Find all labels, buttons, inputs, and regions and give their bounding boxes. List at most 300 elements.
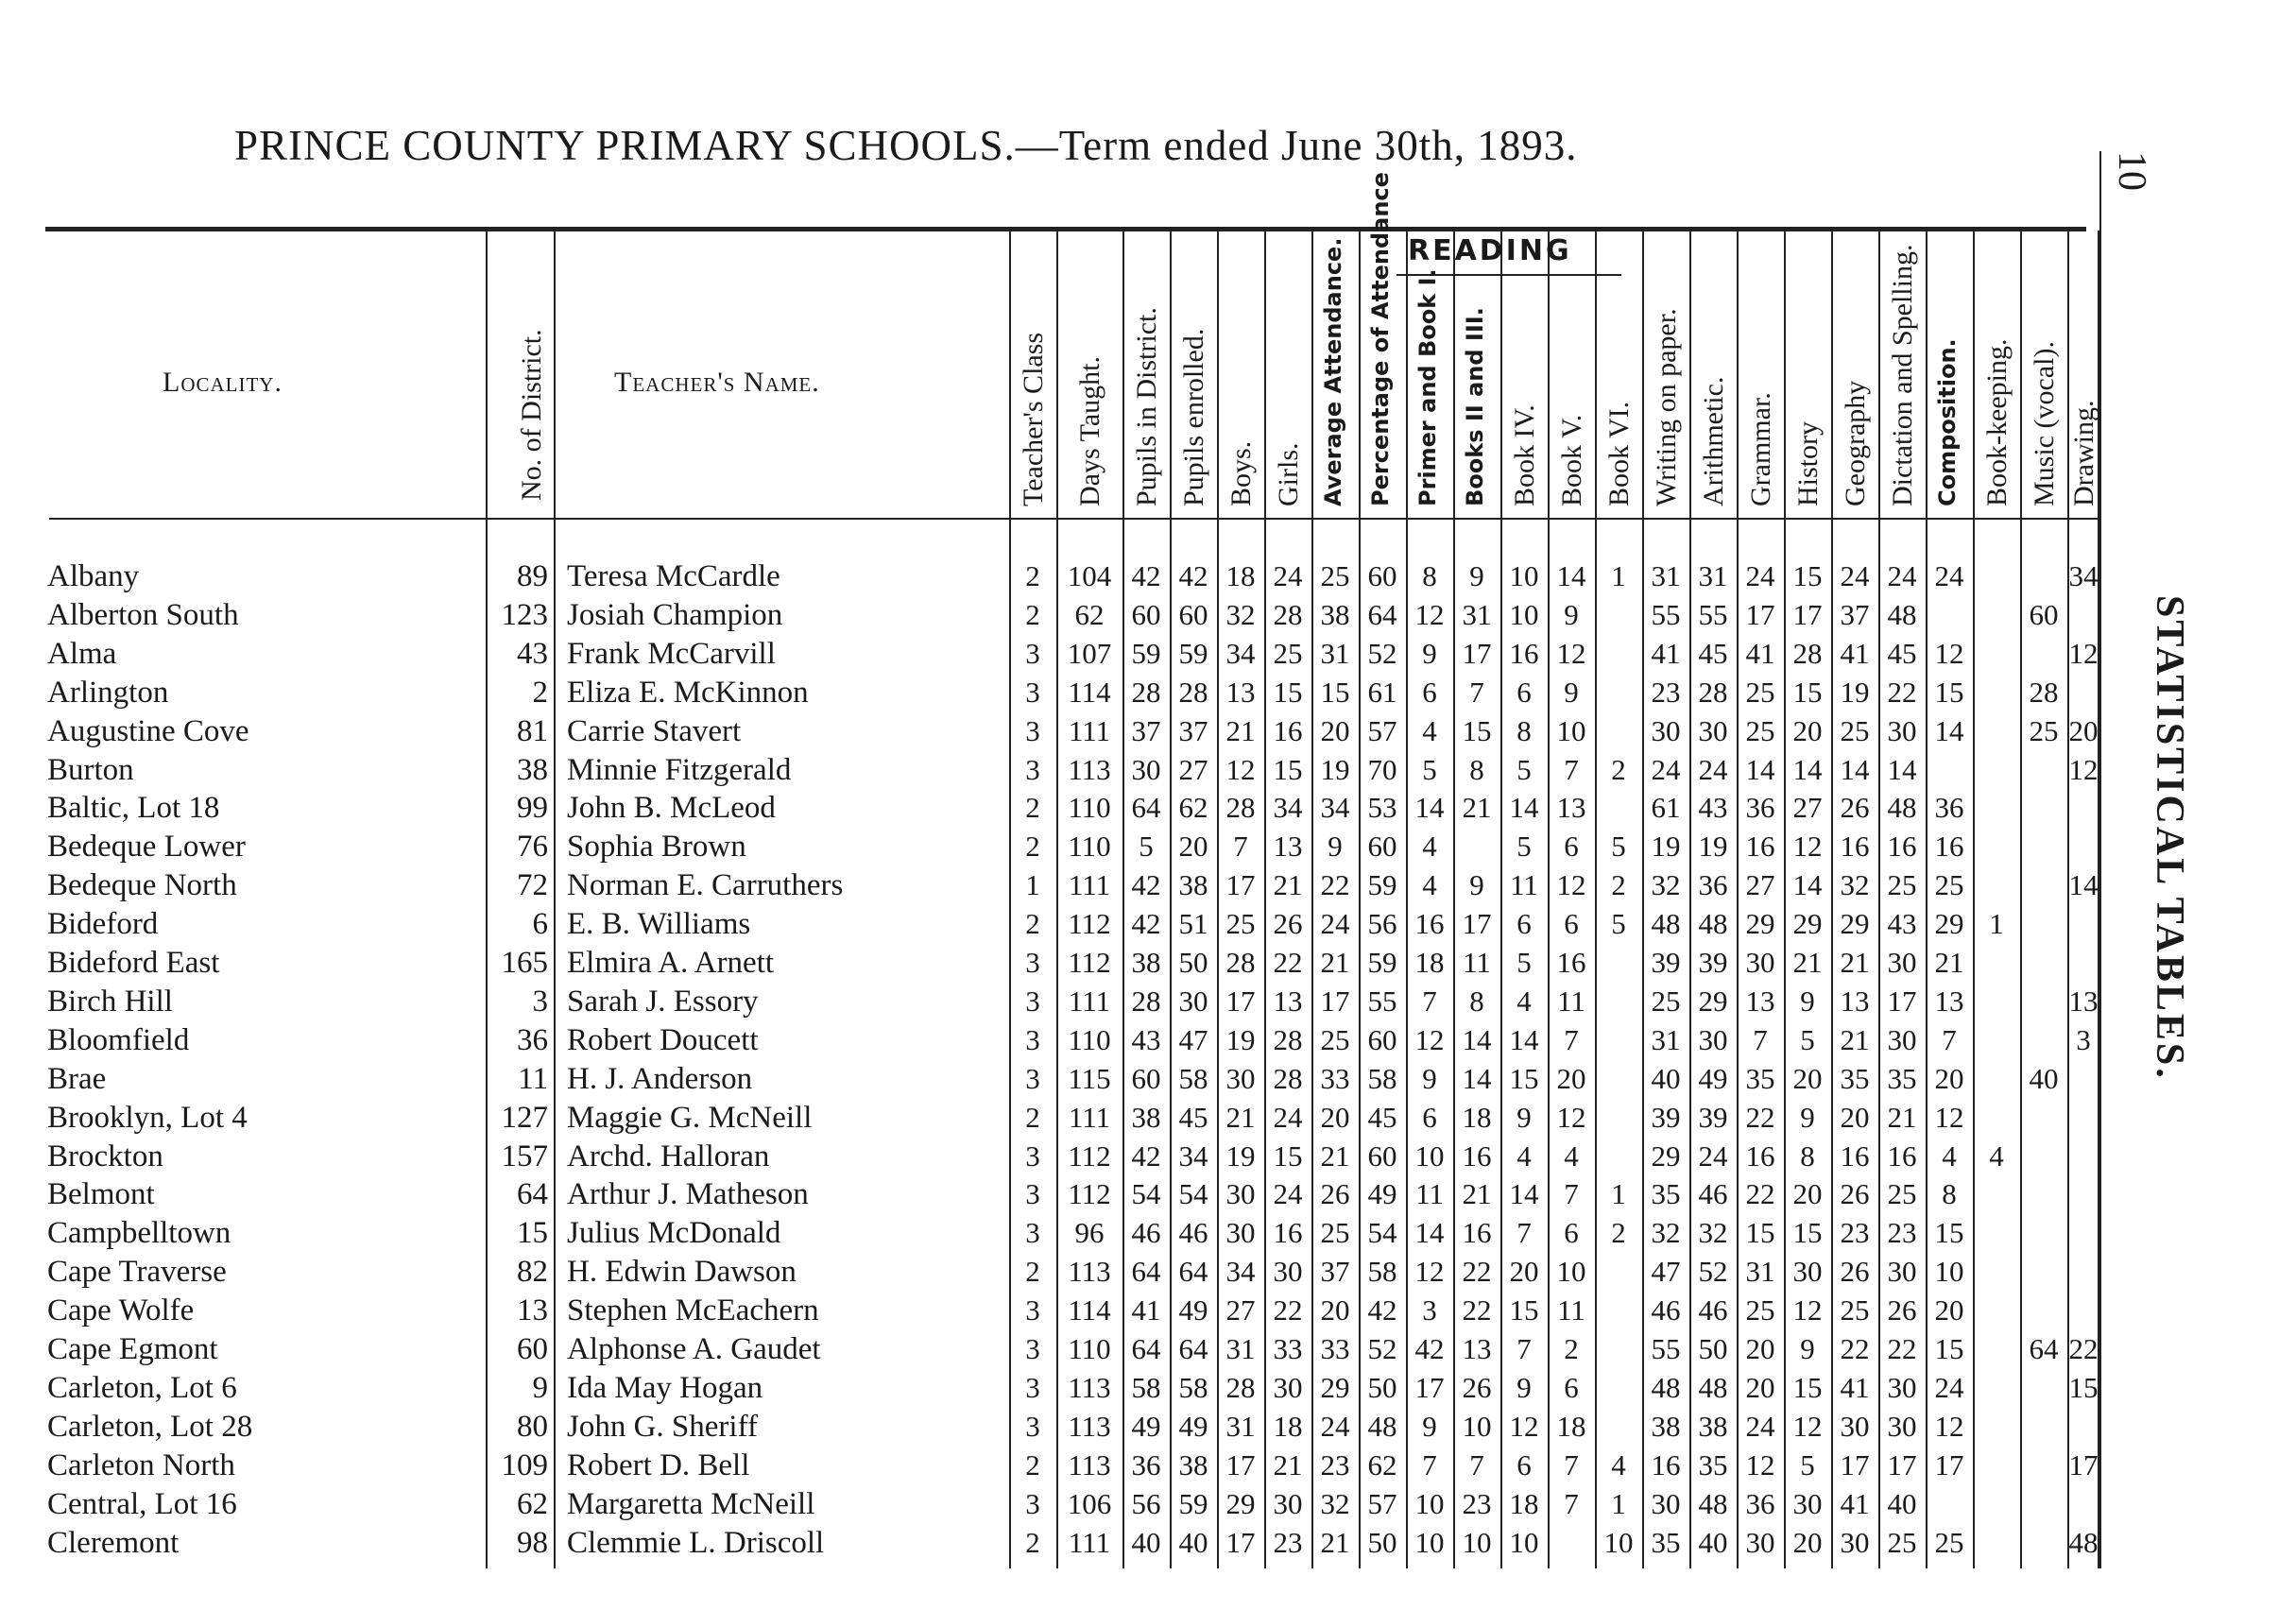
locality-cell: Birch Hill	[47, 984, 173, 1019]
value-cell: 16	[1840, 1139, 1870, 1173]
column-header: Book V.	[1556, 414, 1587, 506]
value-cell: 15	[1745, 1216, 1775, 1250]
value-cell: 30	[1840, 1409, 1870, 1443]
value-cell: 30	[1131, 752, 1161, 786]
value-cell: 30	[1792, 1486, 1823, 1520]
district-cell: 80	[517, 1409, 548, 1444]
value-cell: 39	[1698, 946, 1728, 979]
district-cell: 11	[518, 1061, 548, 1096]
value-cell: 56	[1131, 1486, 1161, 1520]
value-cell: 28	[1225, 791, 1256, 825]
value-cell: 96	[1074, 1216, 1105, 1250]
value-cell: 3	[2076, 1022, 2091, 1056]
value-cell: 30	[1745, 1525, 1775, 1559]
value-cell: 7	[1233, 830, 1248, 864]
column-header: Average Attendance.	[1320, 237, 1346, 506]
value-cell: 25	[1320, 1216, 1350, 1250]
value-cell: 5	[1139, 830, 1154, 864]
value-cell: 50	[1367, 1525, 1397, 1559]
value-cell: 30	[1887, 946, 1917, 979]
locality-cell: Carleton, Lot 28	[47, 1409, 253, 1444]
value-cell: 23	[1887, 1216, 1917, 1250]
value-cell: 19	[1698, 830, 1728, 864]
value-cell: 16	[1840, 830, 1870, 864]
value-cell: 19	[1651, 830, 1681, 864]
value-cell: 31	[1225, 1332, 1256, 1365]
value-cell: 15	[1792, 1216, 1823, 1250]
value-cell: 41	[1840, 1486, 1870, 1520]
value-cell: 32	[1698, 1216, 1728, 1250]
value-cell: 17	[1745, 597, 1775, 631]
value-cell: 11	[1510, 868, 1538, 902]
value-cell: 57	[1367, 1486, 1397, 1520]
value-cell: 3	[1025, 1370, 1040, 1404]
value-cell: 15	[1792, 675, 1823, 709]
value-cell: 24	[1934, 559, 1964, 592]
value-cell: 10	[1462, 1409, 1492, 1443]
value-cell: 6	[1516, 675, 1532, 709]
value-cell: 25	[2029, 713, 2059, 747]
teacher-cell: Maggie G. McNeill	[567, 1100, 813, 1135]
value-cell: 17	[1225, 1525, 1256, 1559]
value-cell: 7	[1516, 1332, 1532, 1365]
value-cell: 13	[1273, 984, 1303, 1018]
value-cell: 35	[1698, 1447, 1728, 1482]
value-cell: 42	[1131, 907, 1161, 941]
value-cell: 112	[1068, 946, 1111, 979]
value-cell: 25	[1745, 713, 1775, 747]
column-header: Composition.	[1934, 338, 1961, 506]
value-cell: 28	[1792, 636, 1823, 670]
value-cell: 16	[1273, 1216, 1303, 1250]
value-cell: 19	[1225, 1139, 1256, 1173]
value-cell: 5	[1611, 830, 1626, 864]
value-cell: 25	[1887, 1177, 1917, 1211]
value-cell: 16	[1273, 713, 1303, 747]
locality-cell: Cape Egmont	[47, 1332, 218, 1366]
value-cell: 51	[1178, 907, 1208, 941]
value-cell: 30	[1887, 1370, 1917, 1404]
value-cell: 46	[1698, 1177, 1728, 1211]
value-cell: 23	[1462, 1486, 1492, 1520]
value-cell: 36	[1745, 791, 1775, 825]
value-cell: 24	[1698, 752, 1728, 786]
teacher-cell: Sarah J. Essory	[567, 984, 759, 1019]
value-cell: 16	[1934, 830, 1964, 864]
value-cell: 5	[1422, 752, 1437, 786]
value-cell: 110	[1068, 791, 1111, 825]
value-cell: 3	[1025, 1022, 1040, 1056]
locality-cell: Brockton	[47, 1139, 163, 1173]
value-cell: 45	[1887, 636, 1917, 670]
value-cell: 20	[1792, 1177, 1823, 1211]
value-cell: 48	[1698, 1486, 1728, 1520]
value-cell: 113	[1068, 752, 1111, 786]
value-cell: 25	[1887, 1525, 1917, 1559]
locality-cell: Bideford	[47, 907, 159, 942]
value-cell: 33	[1273, 1332, 1303, 1365]
table-row	[0, 1448, 2173, 1486]
value-cell: 30	[1887, 713, 1917, 747]
value-cell: 2	[1611, 868, 1626, 902]
value-cell: 28	[1273, 1061, 1303, 1095]
value-cell: 48	[2068, 1525, 2099, 1559]
value-cell: 2	[1025, 907, 1040, 941]
value-cell: 14	[1509, 1022, 1539, 1056]
value-cell: 49	[1698, 1061, 1728, 1095]
value-cell: 34	[1225, 1255, 1256, 1289]
district-cell: 82	[517, 1255, 548, 1290]
value-cell: 17	[2068, 1447, 2099, 1482]
teacher-cell: Clemmie L. Driscoll	[567, 1525, 825, 1560]
value-cell: 52	[1698, 1255, 1728, 1289]
value-cell: 15	[1934, 1216, 1964, 1250]
value-cell: 60	[1367, 1139, 1397, 1173]
value-cell: 24	[1698, 1139, 1728, 1173]
value-cell: 54	[1178, 1177, 1208, 1211]
teacher-cell: Archd. Halloran	[567, 1139, 770, 1173]
value-cell: 40	[1131, 1525, 1161, 1559]
value-cell: 49	[1131, 1409, 1161, 1443]
value-cell: 48	[1698, 1370, 1728, 1404]
district-cell: 72	[517, 868, 548, 903]
value-cell: 31	[1745, 1255, 1775, 1289]
value-cell: 35	[1651, 1525, 1681, 1559]
value-cell: 17	[1887, 984, 1917, 1018]
district-cell: 123	[501, 597, 548, 632]
value-cell: 29	[1745, 907, 1775, 941]
value-cell: 22	[1840, 1332, 1870, 1365]
value-cell: 4	[1942, 1139, 1957, 1173]
value-cell: 20	[1745, 1370, 1775, 1404]
value-cell: 28	[1131, 675, 1161, 709]
locality-cell: Central, Lot 16	[47, 1486, 237, 1521]
value-cell: 2	[1025, 597, 1040, 631]
value-cell: 56	[1367, 907, 1397, 941]
locality-cell: Cape Traverse	[47, 1255, 227, 1290]
value-cell: 48	[1698, 907, 1728, 941]
table-row	[0, 791, 2173, 829]
value-cell: 10	[1414, 1486, 1445, 1520]
value-cell: 27	[1178, 752, 1208, 786]
value-cell: 45	[1367, 1100, 1397, 1134]
value-cell: 25	[1745, 675, 1775, 709]
value-cell: 42	[1178, 559, 1208, 592]
value-cell: 54	[1367, 1216, 1397, 1250]
value-cell: 42	[1131, 1139, 1161, 1173]
district-no-header: No. of District.	[516, 329, 547, 501]
value-cell: 29	[1225, 1486, 1256, 1520]
value-cell: 49	[1367, 1177, 1397, 1211]
value-cell: 22	[1887, 1332, 1917, 1365]
value-cell: 41	[1840, 1370, 1870, 1404]
value-cell: 34	[2068, 559, 2099, 592]
teacher-cell: Sophia Brown	[567, 830, 746, 865]
value-cell: 24	[1273, 1177, 1303, 1211]
value-cell: 39	[1698, 1100, 1728, 1134]
value-cell: 22	[1320, 868, 1350, 902]
value-cell: 9	[1564, 597, 1579, 631]
table-row	[0, 830, 2173, 867]
teacher-cell: H. J. Anderson	[567, 1061, 753, 1096]
value-cell: 12	[1414, 597, 1445, 631]
value-cell: 17	[1792, 597, 1823, 631]
value-cell: 35	[1745, 1061, 1775, 1095]
value-cell: 11	[1415, 1177, 1444, 1211]
teacher-cell: Minnie Fitzgerald	[567, 752, 792, 787]
value-cell: 2	[1025, 1525, 1040, 1559]
value-cell: 27	[1225, 1293, 1256, 1327]
value-cell: 110	[1068, 1022, 1111, 1056]
value-cell: 23	[1840, 1216, 1870, 1250]
value-cell: 46	[1131, 1216, 1161, 1250]
district-cell: 76	[517, 830, 548, 865]
column-header: Music (vocal).	[2029, 341, 2060, 506]
header-bottom-rule	[49, 518, 2099, 520]
value-cell: 13	[1556, 791, 1586, 825]
value-cell: 25	[1273, 636, 1303, 670]
value-cell: 39	[1651, 946, 1681, 979]
value-cell: 2	[1611, 1216, 1626, 1250]
column-header: Book-keeping.	[1981, 338, 2013, 506]
value-cell: 9	[1516, 1100, 1532, 1134]
teacher-cell: Robert D. Bell	[567, 1447, 750, 1482]
value-cell: 3	[1025, 636, 1040, 670]
value-cell: 5	[1800, 1022, 1815, 1056]
value-cell: 24	[1651, 752, 1681, 786]
value-cell: 40	[2029, 1061, 2059, 1095]
value-cell: 10	[1414, 1525, 1445, 1559]
value-cell: 10	[1414, 1139, 1445, 1173]
value-cell: 31	[1462, 597, 1492, 631]
district-cell: 9	[532, 1370, 548, 1405]
value-cell: 24	[1320, 1409, 1350, 1443]
value-cell: 12	[1745, 1447, 1775, 1482]
value-cell: 16	[1462, 1216, 1492, 1250]
value-cell: 3	[1025, 984, 1040, 1018]
value-cell: 3	[1025, 1332, 1040, 1365]
value-cell: 14	[1414, 791, 1445, 825]
teacher-cell: Norman E. Carruthers	[567, 868, 844, 903]
value-cell: 21	[1273, 868, 1303, 902]
value-cell: 31	[1320, 636, 1350, 670]
column-header: Girls.	[1273, 442, 1304, 506]
value-cell: 58	[1178, 1061, 1208, 1095]
value-cell: 15	[1509, 1293, 1539, 1327]
value-cell: 8	[1469, 984, 1484, 1018]
value-cell: 2	[1025, 1447, 1040, 1482]
table-row	[0, 1332, 2173, 1370]
value-cell: 58	[1367, 1255, 1397, 1289]
column-header: Book IV.	[1509, 404, 1540, 506]
value-cell: 6	[1564, 830, 1579, 864]
value-cell: 29	[1320, 1370, 1350, 1404]
value-cell: 16	[1745, 1139, 1775, 1173]
value-cell: 12	[2068, 636, 2099, 670]
value-cell: 10	[1509, 597, 1539, 631]
district-cell: 98	[517, 1525, 548, 1560]
value-cell: 35	[1887, 1061, 1917, 1095]
value-cell: 21	[1320, 946, 1350, 979]
value-cell: 55	[1651, 597, 1681, 631]
locality-cell: Bedeque North	[47, 868, 237, 903]
value-cell: 18	[1273, 1409, 1303, 1443]
value-cell: 64	[1131, 1332, 1161, 1365]
table-row	[0, 1410, 2173, 1447]
value-cell: 9	[1422, 636, 1437, 670]
locality-cell: Bedeque Lower	[47, 830, 246, 865]
value-cell: 30	[1792, 1255, 1823, 1289]
value-cell: 15	[1273, 752, 1303, 786]
value-cell: 2	[1025, 559, 1040, 592]
value-cell: 14	[1414, 1216, 1445, 1250]
value-cell: 25	[1745, 1293, 1775, 1327]
value-cell: 29	[1698, 984, 1728, 1018]
value-cell: 22	[1273, 1293, 1303, 1327]
value-cell: 4	[1989, 1139, 2004, 1173]
table-row	[0, 868, 2173, 906]
value-cell: 26	[1840, 1177, 1870, 1211]
value-cell: 12	[1556, 868, 1586, 902]
value-cell: 24	[1934, 1370, 1964, 1404]
value-cell: 10	[1603, 1525, 1634, 1559]
district-cell: 64	[517, 1177, 548, 1212]
value-cell: 16	[1887, 830, 1917, 864]
value-cell: 48	[1651, 1370, 1681, 1404]
table-row	[0, 907, 2173, 945]
value-cell: 32	[1651, 868, 1681, 902]
locality-cell: Belmont	[47, 1177, 155, 1212]
value-cell: 38	[1651, 1409, 1681, 1443]
value-cell: 30	[1698, 1022, 1728, 1056]
locality-cell: Carleton, Lot 6	[47, 1370, 237, 1405]
value-cell: 11	[1463, 946, 1491, 979]
value-cell: 16	[1651, 1447, 1681, 1482]
district-cell: 13	[517, 1293, 548, 1328]
value-cell: 25	[1651, 984, 1681, 1018]
value-cell: 59	[1178, 636, 1208, 670]
value-cell: 8	[1800, 1139, 1815, 1173]
value-cell: 28	[1225, 1370, 1256, 1404]
column-header: Percentage of Attendance	[1367, 172, 1394, 506]
locality-cell: Bloomfield	[47, 1022, 190, 1057]
value-cell: 12	[1556, 1100, 1586, 1134]
value-cell: 7	[1753, 1022, 1768, 1056]
value-cell: 60	[1131, 597, 1161, 631]
value-cell: 114	[1068, 1293, 1111, 1327]
value-cell: 25	[1840, 713, 1870, 747]
value-cell: 37	[1840, 597, 1870, 631]
value-cell: 2	[1025, 791, 1040, 825]
table-row	[0, 1062, 2173, 1100]
value-cell: 30	[1651, 713, 1681, 747]
teacher-cell: Josiah Champion	[567, 597, 783, 632]
page-number: 10	[2110, 151, 2153, 191]
value-cell: 45	[1698, 636, 1728, 670]
value-cell: 13	[2068, 984, 2099, 1018]
locality-cell: Alberton South	[47, 597, 239, 632]
value-cell: 26	[1840, 1255, 1870, 1289]
locality-cell: Alma	[47, 636, 117, 671]
value-cell: 21	[1792, 946, 1823, 979]
value-cell: 5	[1516, 946, 1532, 979]
value-cell: 9	[1422, 1409, 1437, 1443]
value-cell: 17	[1887, 1447, 1917, 1482]
value-cell: 25	[1840, 1293, 1870, 1327]
value-cell: 4	[1564, 1139, 1579, 1173]
value-cell: 7	[1564, 752, 1579, 786]
value-cell: 12	[1792, 1293, 1823, 1327]
value-cell: 4	[1422, 713, 1437, 747]
value-cell: 3	[1025, 1061, 1040, 1095]
value-cell: 20	[1745, 1332, 1775, 1365]
value-cell: 32	[1320, 1486, 1350, 1520]
value-cell: 49	[1178, 1409, 1208, 1443]
column-header: Pupils in District.	[1131, 307, 1162, 506]
value-cell: 111	[1068, 1100, 1111, 1134]
value-cell: 43	[1887, 907, 1917, 941]
value-cell: 61	[1367, 675, 1397, 709]
value-cell: 6	[1516, 1447, 1532, 1482]
value-cell: 18	[1414, 946, 1445, 979]
value-cell: 37	[1320, 1255, 1350, 1289]
value-cell: 48	[1367, 1409, 1397, 1443]
locality-cell: Bideford East	[47, 946, 220, 980]
teacher-cell: Ida May Hogan	[567, 1370, 763, 1405]
value-cell: 38	[1131, 1100, 1161, 1134]
value-cell: 10	[1462, 1525, 1492, 1559]
value-cell: 1	[1611, 1177, 1626, 1211]
value-cell: 27	[1792, 791, 1823, 825]
value-cell: 15	[1792, 559, 1823, 592]
value-cell: 2	[1564, 1332, 1579, 1365]
table-row	[0, 676, 2173, 713]
value-cell: 13	[1745, 984, 1775, 1018]
value-cell: 30	[1698, 713, 1728, 747]
value-cell: 36	[1934, 791, 1964, 825]
value-cell: 60	[1367, 1022, 1397, 1056]
value-cell: 20	[1509, 1255, 1539, 1289]
column-header: Writing on paper.	[1651, 308, 1682, 506]
value-cell: 58	[1131, 1370, 1161, 1404]
value-cell: 70	[1367, 752, 1397, 786]
value-cell: 30	[1651, 1486, 1681, 1520]
value-cell: 17	[1462, 636, 1492, 670]
value-cell: 111	[1068, 868, 1111, 902]
locality-cell: Burton	[47, 752, 134, 787]
value-cell: 112	[1068, 1139, 1111, 1173]
side-title: STATISTICAL TABLES.	[2148, 595, 2191, 1081]
value-cell: 20	[1840, 1100, 1870, 1134]
value-cell: 23	[1320, 1447, 1350, 1482]
value-cell: 47	[1651, 1255, 1681, 1289]
value-cell: 26	[1887, 1293, 1917, 1327]
column-header: Book VI.	[1603, 401, 1635, 506]
reading-group-header: READING	[1408, 234, 1572, 267]
table-row	[0, 598, 2173, 636]
value-cell: 21	[1225, 1100, 1256, 1134]
value-cell: 112	[1068, 1177, 1111, 1211]
table-row	[0, 1255, 2173, 1293]
value-cell: 28	[1273, 1022, 1303, 1056]
value-cell: 54	[1131, 1177, 1161, 1211]
value-cell: 48	[1887, 597, 1917, 631]
value-cell: 36	[1698, 868, 1728, 902]
value-cell: 18	[1462, 1100, 1492, 1134]
district-cell: 6	[532, 907, 548, 942]
teacher-cell: Stephen McEachern	[567, 1293, 819, 1328]
value-cell: 7	[1564, 1447, 1579, 1482]
